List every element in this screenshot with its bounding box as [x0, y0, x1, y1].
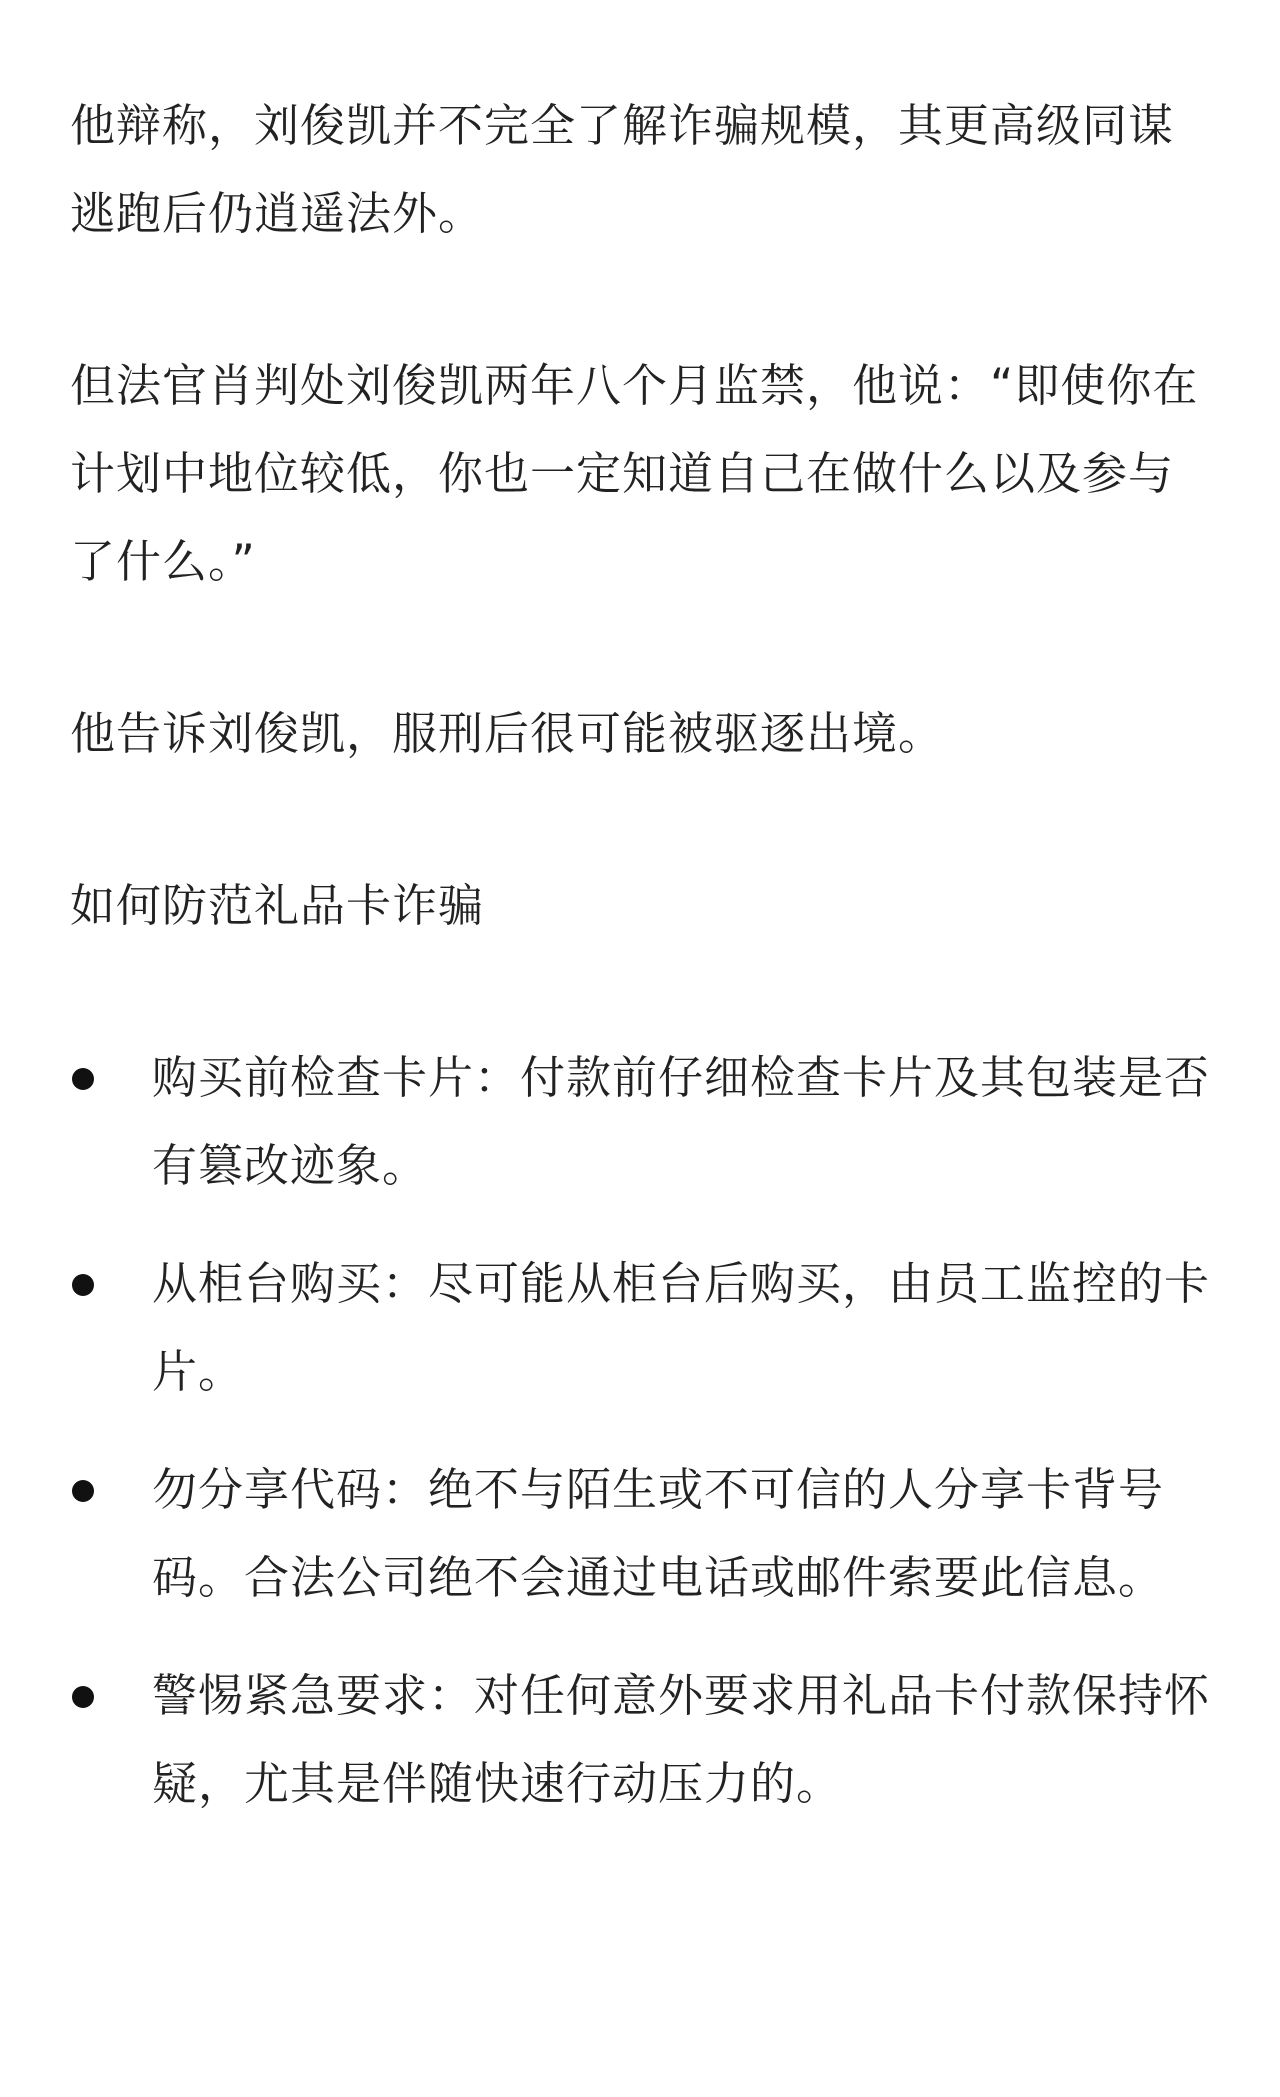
paragraph-defense-argument: 他辩称，刘俊凯并不完全了解诈骗规模，其更高级同谋逃跑后仍逍遥法外。: [70, 99, 1175, 240]
tips-list: [70, 1034, 1210, 1828]
list-item-text: 购买前检查卡片：付款前仔细检查卡片及其包装是否有篡改迹象。: [152, 1051, 1211, 1192]
bullet-icon: [72, 1480, 94, 1502]
list-item-text: 从柜台购买：尽可能从柜台后购买，由员工监控的卡片。: [152, 1257, 1211, 1398]
list-item: [70, 1034, 1210, 1210]
list-item-text: 勿分享代码：绝不与陌生或不可信的人分享卡背号码。合法公司绝不会通过电话或邮件索要此信息。: [152, 1463, 1165, 1604]
list-item-text: 警惕紧急要求：对任何意外要求用礼品卡付款保持怀疑，尤其是伴随快速行动压力的。: [152, 1669, 1211, 1810]
bullet-icon: [72, 1686, 94, 1708]
list-item: [70, 1446, 1210, 1622]
section-title: 如何防范礼品卡诈骗: [70, 879, 485, 932]
bullet-icon: [72, 1274, 94, 1296]
paragraph-sentence: 但法官肖判处刘俊凯两年八个月监禁，他说：“即使你在计划中地位较低，你也一定知道自己在做什么以及参与了什么。”: [70, 359, 1199, 588]
list-item: [70, 1240, 1210, 1416]
list-item: [70, 1652, 1210, 1828]
bullet-icon: [72, 1068, 94, 1090]
paragraph-deportation: 他告诉刘俊凯，服刑后很可能被驱逐出境。: [70, 707, 945, 760]
